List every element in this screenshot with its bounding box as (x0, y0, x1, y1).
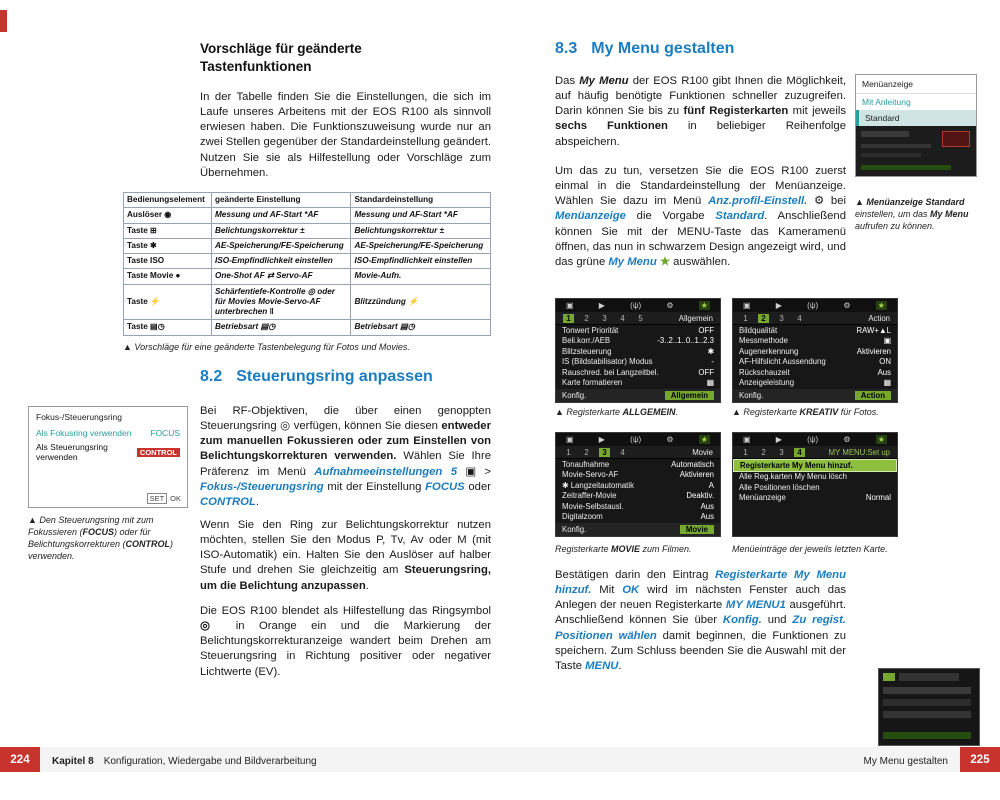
wireless-tab-icon: (ψ) (630, 435, 642, 444)
dialog-option-control (29, 440, 187, 464)
menu-item (556, 491, 720, 502)
menu-item-label: Anzeigeleistung (739, 378, 795, 388)
thumb-decoration (861, 144, 931, 148)
menu-item-label: Movie-Servo-AF (562, 470, 619, 480)
set-button-hint: SET (147, 493, 168, 504)
thumb-decoration (883, 699, 971, 706)
table-cell: Belichtungskorrektur ± (211, 223, 351, 238)
menu-item-selected (733, 459, 897, 472)
menu-item (556, 367, 720, 378)
camera-tab-icon: ▣ (566, 435, 574, 444)
table-cell: Betriebsart ▤◷ (351, 320, 491, 335)
menu-item (556, 357, 720, 368)
table-cell: Taste ISO (124, 254, 212, 269)
mymenu-star-icon: ★ (877, 301, 885, 310)
konfig-label: Konfig. (562, 525, 587, 534)
menu-item-value: ▣ (883, 336, 891, 346)
dialog-option-focus (29, 426, 187, 440)
menu-item-value: -3..2..1..0..1..2.3 (657, 336, 714, 346)
table-header-cell: Bedienungselement (124, 193, 212, 208)
menu-item-label: Registerkarte My Menu hinzuf. (740, 460, 853, 470)
tab-number: 4 (794, 448, 805, 457)
table-cell: AE-Speicherung/FE-Speicherung (211, 238, 351, 253)
table-header-cell: Standardeinstellung (351, 193, 491, 208)
dialog-title: Fokus-/Steuerungsring (36, 412, 122, 422)
page-number-right: 225 (960, 747, 1000, 772)
screenshot-caption-allgemein: ▲ Registerkarte ALLGEMEIN. (555, 407, 678, 417)
tab-number: 2 (584, 447, 589, 457)
tab-number: 1 (743, 447, 748, 457)
camera-menu-movie (555, 432, 721, 537)
menu-item-value: ✱ (707, 346, 714, 356)
table-cell: ISO-Empfindlichkeit einstellen (351, 254, 491, 269)
tab-number: 2 (584, 313, 589, 323)
menu-item-value: A (708, 480, 714, 490)
tab-group-label: Allgemein (678, 313, 713, 323)
menu-icon-tabs (556, 433, 720, 446)
menu-item (556, 480, 720, 491)
setup-tab-icon: ⚙ (666, 301, 674, 310)
tab-number: 1 (563, 314, 574, 323)
wireless-tab-icon: (ψ) (630, 301, 642, 310)
menu-item (556, 501, 720, 512)
menu-footer-bar (556, 523, 720, 536)
menu-icon-tabs (733, 433, 897, 446)
paragraph-8-3-1: Das My Menu der EOS R100 gibt Ihnen die Möglichkeit, auf häufig benötigte Funktionen schneller zuzugreifen. Darin können Sie bis zu fünf Registerkarten mit jeweils sechs Funktionen in beliebiger Reihenfolge abspeichern. (555, 75, 847, 148)
option-value: FOCUS (150, 428, 180, 438)
setup-tab-icon: ⚙ (843, 301, 851, 310)
table-row (124, 223, 491, 238)
menu-item (733, 493, 897, 504)
chapter-edge-tab (0, 10, 7, 32)
menu-footer-bar (733, 389, 897, 402)
table-cell: Taste ✱ (124, 238, 212, 253)
menu-item-label: Bildqualität (739, 325, 778, 335)
menu-item-label: Alle Positionen löschen (739, 482, 820, 492)
focus-dialog-caption: ▲ Den Steuerungsring mit zum Fokussieren (FOCUS) oder für Belichtungskorrekturen (CONTROL) verwenden. (28, 515, 174, 562)
wireless-tab-icon: (ψ) (807, 301, 819, 310)
table-cell: Schärfentiefe-Kontrolle ◎ oder für Movies Movie-Servo-AF unterbrechen ‖ (211, 284, 351, 320)
menu-item-value: Normal (865, 493, 891, 503)
screenshot-caption-mymenu: Menüeinträge der jeweils letzten Karte. (732, 544, 888, 554)
menu-item-label: Digitalzoom (562, 512, 603, 522)
table-row (124, 320, 491, 335)
tab-number: 4 (797, 313, 802, 323)
table-cell: ISO-Empfindlichkeit einstellen (211, 254, 351, 269)
menu-item-label: Rückschauzeit (739, 367, 790, 377)
menu-icon-tabs (733, 299, 897, 312)
table-header-row (124, 193, 491, 208)
screenshot-caption-movie: Registerkarte MOVIE zum Filmen. (555, 544, 692, 554)
option-mit-anleitung: Mit Anleitung (862, 97, 911, 107)
menu-item-label: Karte formatieren (562, 378, 623, 388)
thumb-decoration (883, 732, 971, 739)
menu-item-value: Aus (700, 512, 714, 522)
tab-number: 3 (779, 447, 784, 457)
paragraph-8-3-3: Bestätigen darin den Eintrag Registerkarte My Menu hinzuf. Mit OK wird im nächsten Fenster auch das Anlegen der neuen Registerkarte MY MENU1 ausgeführt. Anschließend können Sie über Konfig. und Zu regist. Positionen wählen damit beginnen, die Funktionen zu speichern. Zum Schluss beenden Sie die Auswahl mit der Taste MENU. (555, 569, 846, 672)
menu-item-value: Aktivieren (679, 470, 714, 480)
camera-menu-allgemein (555, 298, 721, 403)
menu-item-label: Alle Reg.karten My Menu lösch (739, 472, 847, 482)
menu-item-label: Beli.korr./AEB (562, 336, 611, 346)
playback-tab-icon: ▶ (775, 435, 782, 444)
thumb-decoration (861, 153, 921, 157)
menu-item-label: Augenerkennung (739, 346, 799, 356)
table-cell: Betriebsart ▤◷ (211, 320, 351, 335)
konfig-label: Konfig. (739, 391, 764, 400)
konfig-value-chip: Action (855, 391, 891, 400)
table-cell: Belichtungskorrektur ± (351, 223, 491, 238)
menu-item (556, 378, 720, 389)
menu-item-label: Zeitraffer-Movie (562, 491, 617, 501)
camera-tab-icon: ▣ (743, 301, 751, 310)
mymenu-star-icon: ★ (700, 301, 708, 310)
tab-group-label: MY MENU:Set up (828, 447, 890, 457)
menu-item-label: Movie-Selbstausl. (562, 501, 624, 511)
option-value-chip: CONTROL (137, 448, 180, 457)
menu-item (556, 512, 720, 523)
ok-hint: OK (170, 494, 181, 503)
left-subheading: Vorschläge für geänderte Tastenfunktionen (200, 41, 362, 74)
thumb-decoration (899, 673, 959, 681)
thumb-decoration (883, 711, 971, 718)
konfig-value-chip: Allgemein (665, 391, 714, 400)
menu-item (733, 325, 897, 336)
menu-item-value: Aus (700, 501, 714, 511)
mymenu-star-icon: ★ (877, 435, 885, 444)
table-cell: Messung und AF-Start *AF (211, 208, 351, 223)
menu-item (733, 367, 897, 378)
table-cell: One-Shot AF ⇄ Servo-AF (211, 269, 351, 284)
table-row (124, 208, 491, 223)
menu-item-label: Messmethode (739, 336, 788, 346)
menu-number-tabs (733, 446, 897, 459)
camera-tab-icon: ▣ (743, 435, 751, 444)
page-number-left: 224 (0, 747, 40, 772)
paragraph-8-3-2: Um das zu tun, versetzen Sie die EOS R100 zuerst einmal in die Standardeinstellung der Menüanzeige. Wählen Sie dazu im Menü Anz.profil-Einstell. ⚙ bei Menüanzeige die Vorgabe Standard. Anschließend können Sie mit der MENU-Taste das Kameramenü öffnen, das nun in schwarzem Design angezeigt wird, und das grüne My Menu ★ auswählen. (555, 165, 846, 268)
section-number: 8.2 (200, 368, 223, 385)
konfig-label: Konfig. (562, 391, 587, 400)
dialog-title: Menüanzeige (856, 75, 976, 94)
section-heading-8-3 (555, 40, 734, 58)
left-intro-paragraph: In der Tabelle finden Sie die Einstellungen, die sich im Laufe unseres Arbeitens mit der EOS R100 als sinnvoll erwiesen haben. Die Funktionszuweisung wurde nur an zwei Stellen gegenüber der Standardeinstellung geändert. Nutzen Sie sie als Hilfestellung oder Vorschläge zum Übernehmen. (200, 91, 491, 179)
menu-item (556, 346, 720, 357)
menu-display-caption: ▲ Menüanzeige Standard einstellen, um das My Menu aufrufen zu können. (855, 197, 969, 232)
mymenu-star-icon: ★ (700, 435, 708, 444)
set-ok-hint (147, 494, 181, 503)
option-label: Als Fokusring verwenden (36, 428, 132, 438)
footer-right: My Menu gestalten (863, 756, 948, 767)
menu-item (733, 472, 897, 483)
menu-item (733, 482, 897, 493)
menu-item-value: ON (879, 357, 891, 367)
tab-number: 2 (761, 447, 766, 457)
menu-item (733, 378, 897, 389)
menu-item-label: Menüanzeige (739, 493, 786, 503)
camera-menu-mymenu (732, 432, 898, 537)
section-title: My Menu gestalten (591, 40, 735, 57)
tab-number: 5 (638, 313, 643, 323)
menu-item (733, 336, 897, 347)
wireless-tab-icon: (ψ) (807, 435, 819, 444)
tab-number: 4 (620, 447, 625, 457)
table-cell: Taste ▤◷ (124, 320, 212, 335)
paragraph-8-2-1: Bei RF-Objektiven, die über einen genoppten Steuerungsring ◎ verfügen, können Sie diesen entweder zum manuellen Fokussieren oder zum Einstellen von Belichtungskorrekturen verwenden. Wählen Sie Ihre Präferenz im Menü Aufnahmeeinstellungen 5 ▣ > Fokus-/Steuerungsring mit der Einstellung FOCUS oder CONTROL. (200, 405, 492, 508)
key-assignment-table (123, 192, 491, 336)
menu-item-value: Automatisch (671, 459, 714, 469)
table-cell: Blitzzündung ⚡ (351, 284, 491, 320)
menu-item-value: RAW+▲L (856, 325, 891, 335)
menu-item-label: Tonwert Priorität (562, 325, 619, 335)
option-standard-selected: Standard (856, 110, 976, 126)
paragraph-8-2-3: Die EOS R100 blendet als Hilfestellung das Ringsymbol ◎ in Orange ein und die Markierung der Belichtungskorrekturanzeige wandert beim Drehen am Steuerungsring in Richtung positiver oder negativer Lichtwerte (EV). (200, 605, 491, 678)
menu-item-value: - (711, 357, 714, 367)
menu-item-value: Aktivieren (856, 346, 891, 356)
footer-chapter-title: Konfiguration, Wiedergabe und Bildverarbeitung (103, 756, 317, 767)
screenshot-caption-kreativ: ▲ Registerkarte KREATIV für Fotos. (732, 407, 879, 417)
menu-number-tabs (556, 312, 720, 325)
menu-item-value: Deaktiv. (686, 491, 714, 501)
table-row (124, 238, 491, 253)
menu-item-label: AF-Hilfslicht Aussendung (739, 357, 826, 367)
tab-number: 3 (599, 448, 610, 457)
menu-item-value: OFF (698, 367, 714, 377)
table-row (124, 269, 491, 284)
table-row (124, 254, 491, 269)
konfig-value-chip: Movie (680, 525, 714, 534)
thumb-decoration (861, 165, 951, 170)
table-cell: Taste ⊞ (124, 223, 212, 238)
thumb-decoration (942, 131, 970, 147)
tab-number: 3 (779, 313, 784, 323)
menu-item-value: Aus (877, 367, 891, 377)
menu-item (556, 470, 720, 481)
table-cell: Auslöser ◉ (124, 208, 212, 223)
setup-tab-icon: ⚙ (666, 435, 674, 444)
section-number: 8.3 (555, 40, 578, 57)
menu-item-label: Tonaufnahme (562, 459, 610, 469)
menu-item-label: Rauschred. bei Langzeitbel. (562, 367, 659, 377)
menu-item-label: IS (Bildstabilisator) Modus (562, 357, 653, 367)
menu-item (556, 325, 720, 336)
menu-display-dialog (855, 74, 977, 177)
focus-control-ring-dialog (28, 406, 188, 508)
tab-group-label: Movie (692, 447, 713, 457)
menu-item (556, 336, 720, 347)
setup-tab-icon: ⚙ (843, 435, 851, 444)
menu-number-tabs (556, 446, 720, 459)
footer-left (52, 756, 317, 767)
camera-screen-thumbnail (856, 126, 976, 176)
section-title: Steuerungsring anpassen (236, 368, 433, 385)
tab-group-label: Action (868, 313, 890, 323)
table-row (124, 284, 491, 320)
tab-number: 1 (566, 447, 571, 457)
menu-footer-bar (556, 389, 720, 402)
menu-item-value: ▦ (883, 378, 891, 388)
paragraph-8-2-2: Wenn Sie den Ring zur Belichtungskorrektur nutzen möchten, stellen Sie den Modus P, Tv, Av oder M (mit ISO-Automatik) ein. Halten Sie den Auslöser auf halber Stufe und drehen Sie gleichzeitig am Steuerungsring, um die Belichtung anzupassen. (200, 519, 491, 592)
camera-tab-icon: ▣ (566, 301, 574, 310)
table-cell: Taste Movie ● (124, 269, 212, 284)
footer-chapter-label: Kapitel 8 (52, 756, 94, 767)
menu-number-tabs (733, 312, 897, 325)
thumb-decoration (883, 687, 971, 694)
table-cell: Messung und AF-Start *AF (351, 208, 491, 223)
menu-item (733, 357, 897, 368)
camera-menu-thumbnail (878, 668, 980, 746)
table-caption: ▲ Vorschläge für eine geänderte Tastenbelegung für Fotos und Movies. (123, 342, 410, 352)
menu-item-value: ▦ (706, 378, 714, 388)
camera-menu-kreativ (732, 298, 898, 403)
table-header-cell: geänderte Einstellung (211, 193, 351, 208)
tab-number: 3 (602, 313, 607, 323)
playback-tab-icon: ▶ (598, 301, 605, 310)
table-cell: Movie-Aufn. (351, 269, 491, 284)
menu-item-label: Blitzsteuerung (562, 346, 612, 356)
menu-item-label: ✱ Langzeitautomatik (562, 480, 634, 490)
tab-number: 2 (758, 314, 769, 323)
table-cell: Taste ⚡ (124, 284, 212, 320)
tab-number: 1 (743, 313, 748, 323)
menu-icon-tabs (556, 299, 720, 312)
table-cell: AE-Speicherung/FE-Speicherung (351, 238, 491, 253)
menu-item (556, 459, 720, 470)
tab-number: 4 (620, 313, 625, 323)
playback-tab-icon: ▶ (598, 435, 605, 444)
thumb-decoration (861, 131, 909, 137)
menu-item (733, 346, 897, 357)
menu-item-value: OFF (698, 325, 714, 335)
playback-tab-icon: ▶ (775, 301, 782, 310)
section-heading-8-2 (200, 368, 433, 386)
option-label: Als Steuerungsring verwenden (36, 442, 108, 462)
thumb-decoration (883, 673, 895, 681)
